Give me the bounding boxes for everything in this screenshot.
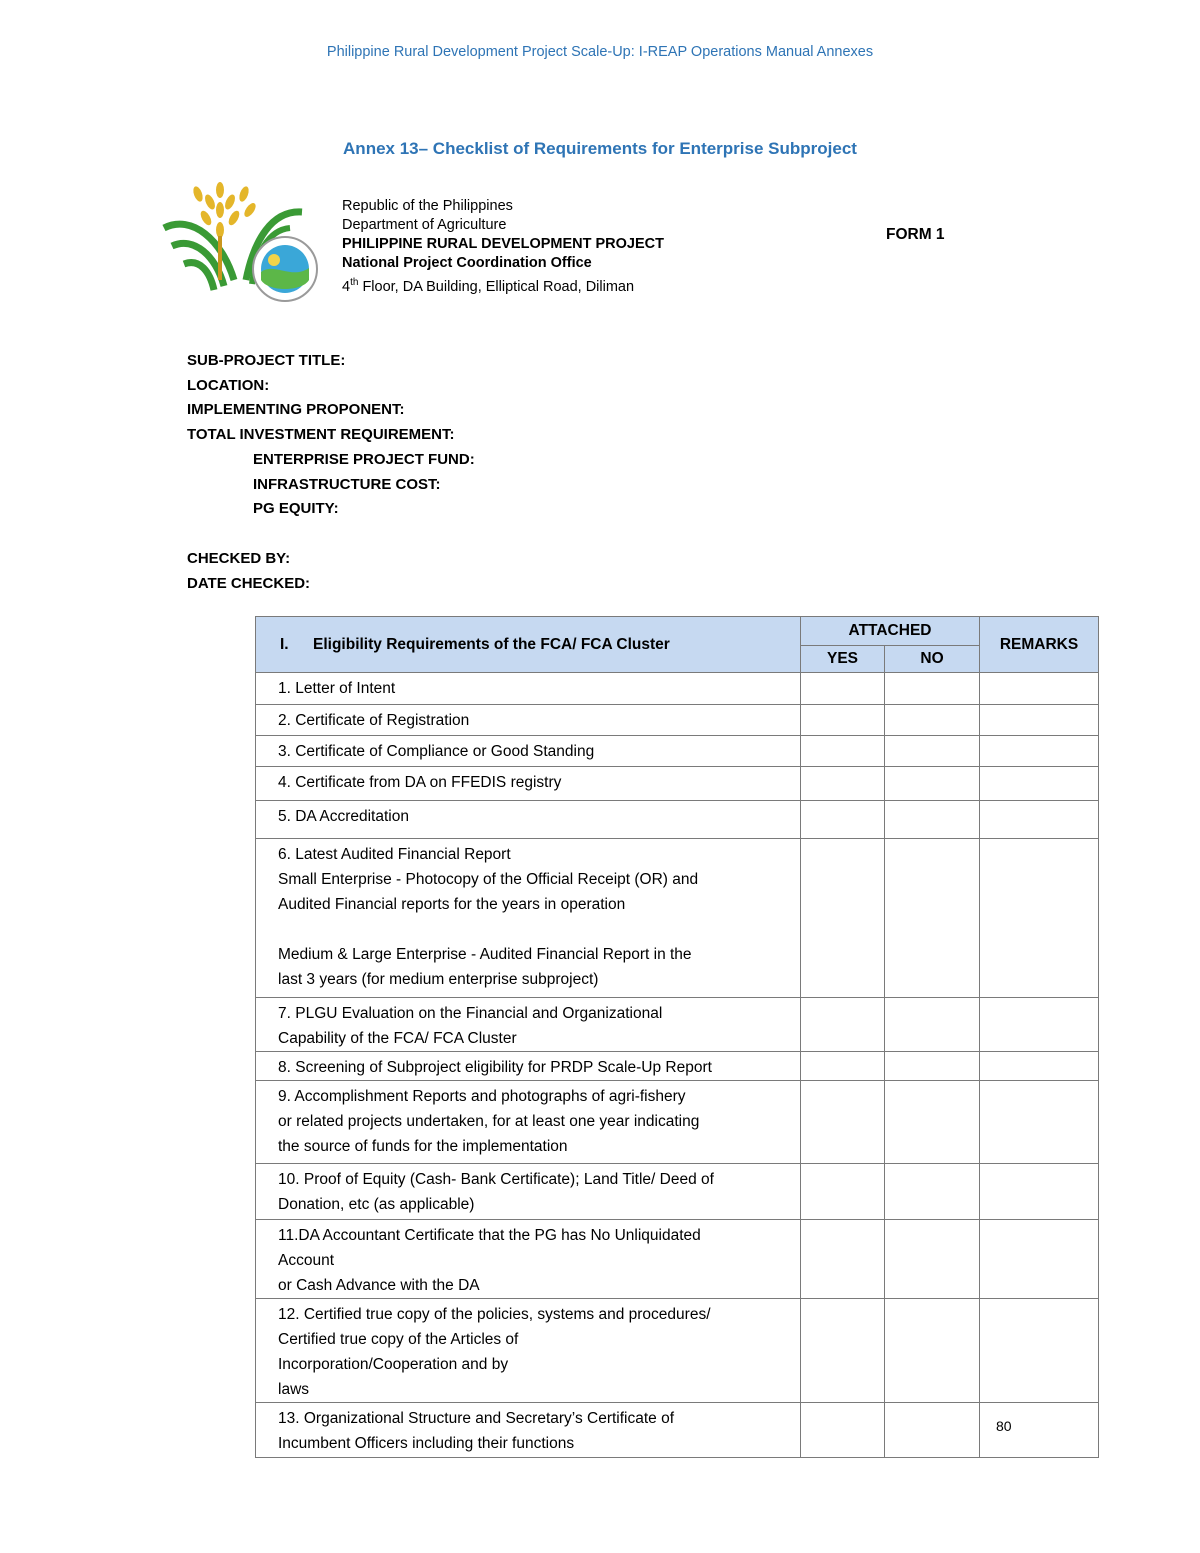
yes-checkbox-cell[interactable] [801, 998, 885, 1052]
agency-office: National Project Coordination Office [342, 255, 592, 271]
yes-checkbox-cell[interactable] [801, 1081, 885, 1164]
requirement-line: Certified true copy of the Articles of [278, 1331, 519, 1348]
requirement-line: Capability of the FCA/ FCA Cluster [278, 1030, 517, 1047]
no-checkbox-cell[interactable] [885, 736, 980, 767]
field-enterprise-fund: ENTERPRISE PROJECT FUND: [253, 450, 475, 468]
no-checkbox-cell[interactable] [885, 801, 980, 839]
remarks-cell[interactable] [980, 1220, 1099, 1299]
yes-checkbox-cell[interactable] [801, 673, 885, 705]
no-checkbox-cell[interactable] [885, 1052, 980, 1081]
requirement-text-cell [256, 1164, 801, 1220]
remarks-cell[interactable] [980, 1164, 1099, 1220]
field-total-investment: TOTAL INVESTMENT REQUIREMENT: [187, 426, 455, 444]
requirement-text-cell [256, 1052, 801, 1081]
requirement-row [256, 705, 1099, 736]
field-subproject-title: SUB-PROJECT TITLE: [187, 352, 346, 369]
field-pg-equity: PG EQUITY: [253, 500, 339, 518]
yes-checkbox-cell[interactable] [801, 705, 885, 736]
remarks-cell[interactable] [980, 839, 1099, 998]
remarks-header: REMARKS [980, 617, 1099, 673]
requirement-row [256, 673, 1099, 705]
requirement-text-cell [256, 1220, 801, 1299]
agency-project: PHILIPPINE RURAL DEVELOPMENT PROJECT [342, 236, 664, 252]
requirements-table [255, 616, 1099, 1458]
requirement-row [256, 1299, 1099, 1403]
requirement-text-cell [256, 839, 801, 998]
requirement-line: Small Enterprise - Photocopy of the Official Receipt (OR) and [278, 871, 699, 888]
requirement-line: the source of funds for the implementation [278, 1138, 568, 1155]
no-checkbox-cell[interactable] [885, 1403, 980, 1458]
requirement-line: 8. Screening of Subproject eligibility for PRDP Scale-Up Report [278, 1059, 712, 1076]
requirement-row [256, 1052, 1099, 1081]
requirement-text-cell [256, 1081, 801, 1164]
no-checkbox-cell[interactable] [885, 839, 980, 998]
page-number: 80 [996, 1418, 1012, 1434]
remarks-cell[interactable] [980, 673, 1099, 705]
yes-checkbox-cell[interactable] [801, 801, 885, 839]
requirement-line: 10. Proof of Equity (Cash- Bank Certificate); Land Title/ Deed of [278, 1171, 714, 1188]
requirement-line: last 3 years (for medium enterprise subproject) [278, 971, 599, 988]
field-implementing-proponent: IMPLEMENTING PROPONENT: [187, 401, 405, 419]
field-checked-by: CHECKED BY: [187, 549, 291, 567]
remarks-cell[interactable] [980, 736, 1099, 767]
yes-checkbox-cell[interactable] [801, 1220, 885, 1299]
requirement-line: Incorporation/Cooperation and by [278, 1356, 509, 1373]
no-header: NO [885, 646, 980, 673]
remarks-cell[interactable] [980, 1299, 1099, 1403]
agency-department: Department of Agriculture [342, 217, 507, 233]
requirement-row [256, 998, 1099, 1052]
requirement-row [256, 1220, 1099, 1299]
address-rest: Floor, DA Building, Elliptical Road, Diliman [358, 278, 635, 295]
requirement-text-cell [256, 673, 801, 705]
subproject-fields [187, 349, 475, 596]
requirement-text-cell [256, 1299, 801, 1403]
requirement-line: Audited Financial reports for the years in operation [278, 896, 626, 913]
requirement-line: laws [278, 1381, 310, 1398]
agency-republic: Republic of the Philippines [342, 198, 513, 214]
agency-block [342, 197, 664, 297]
no-checkbox-cell[interactable] [885, 767, 980, 801]
field-date-checked: DATE CHECKED: [187, 574, 311, 592]
requirement-row [256, 1164, 1099, 1220]
requirement-row [256, 736, 1099, 767]
yes-header: YES [801, 646, 885, 673]
address-floor-suffix: th [350, 277, 359, 288]
requirement-row [256, 1403, 1099, 1458]
requirement-text-cell [256, 705, 801, 736]
running-header: Philippine Rural Development Project Scale-Up: I-REAP Operations Manual Annexes [326, 44, 874, 60]
section-number: I. [280, 635, 289, 653]
annex-title: Annex 13– Checklist of Requirements for Enterprise Subproject [343, 139, 857, 158]
requirement-row [256, 801, 1099, 839]
remarks-cell[interactable] [980, 767, 1099, 801]
requirement-text-cell [256, 767, 801, 801]
remarks-cell[interactable] [980, 705, 1099, 736]
yes-checkbox-cell[interactable] [801, 839, 885, 998]
requirement-line: or Cash Advance with the DA [278, 1277, 480, 1294]
requirement-text-cell [256, 736, 801, 767]
requirement-line: Donation, etc (as applicable) [278, 1196, 475, 1213]
requirement-line: 2. Certificate of Registration [278, 712, 470, 729]
yes-checkbox-cell[interactable] [801, 736, 885, 767]
requirement-line: 9. Accomplishment Reports and photographs of agri-fishery [278, 1088, 686, 1105]
address-floor-number: 4 [342, 278, 351, 295]
field-infrastructure-cost: INFRASTRUCTURE COST: [253, 475, 441, 493]
section-title: Eligibility Requirements of the FCA/ FCA Cluster [313, 635, 670, 653]
requirement-text-cell [256, 1403, 801, 1458]
remarks-cell[interactable] [980, 801, 1099, 839]
agency-address [342, 273, 664, 297]
requirement-row [256, 839, 1099, 998]
requirement-line: Medium & Large Enterprise - Audited Financial Report in the [278, 946, 692, 963]
requirement-line [278, 917, 792, 942]
section-header [256, 617, 801, 673]
requirement-line: Account [278, 1252, 335, 1269]
requirement-line: 6. Latest Audited Financial Report [278, 846, 511, 863]
remarks-cell[interactable] [980, 1081, 1099, 1164]
no-checkbox-cell[interactable] [885, 1220, 980, 1299]
attached-header: ATTACHED [801, 617, 980, 646]
no-checkbox-cell[interactable] [885, 1164, 980, 1220]
requirement-line: 4. Certificate from DA on FFEDIS registry [278, 774, 562, 791]
requirement-line: 3. Certificate of Compliance or Good Standing [278, 743, 595, 760]
no-checkbox-cell[interactable] [885, 1081, 980, 1164]
requirement-text-cell [256, 801, 801, 839]
remarks-cell[interactable] [980, 998, 1099, 1052]
requirement-line: 1. Letter of Intent [278, 680, 396, 697]
field-location: LOCATION: [187, 376, 270, 394]
no-checkbox-cell[interactable] [885, 705, 980, 736]
requirement-line: 12. Certified true copy of the policies, systems and procedures/ [278, 1306, 711, 1323]
remarks-cell[interactable] [980, 1052, 1099, 1081]
requirement-line: 11.DA Accountant Certificate that the PG has No Unliquidated [278, 1227, 701, 1244]
department-logo [162, 180, 322, 306]
requirement-row [256, 767, 1099, 801]
requirement-line: or related projects undertaken, for at least one year indicating [278, 1113, 700, 1130]
requirement-line: 13. Organizational Structure and Secretary’s Certificate of [278, 1410, 675, 1427]
form-label: FORM 1 [886, 226, 945, 243]
no-checkbox-cell[interactable] [885, 998, 980, 1052]
yes-checkbox-cell[interactable] [801, 767, 885, 801]
yes-checkbox-cell[interactable] [801, 1403, 885, 1458]
no-checkbox-cell[interactable] [885, 673, 980, 705]
requirement-line: Incumbent Officers including their functions [278, 1435, 575, 1452]
requirement-text-cell [256, 998, 801, 1052]
yes-checkbox-cell[interactable] [801, 1052, 885, 1081]
no-checkbox-cell[interactable] [885, 1299, 980, 1403]
requirement-line: 7. PLGU Evaluation on the Financial and Organizational [278, 1005, 663, 1022]
yes-checkbox-cell[interactable] [801, 1164, 885, 1220]
requirement-line: 5. DA Accreditation [278, 808, 409, 825]
requirement-row [256, 1081, 1099, 1164]
yes-checkbox-cell[interactable] [801, 1299, 885, 1403]
